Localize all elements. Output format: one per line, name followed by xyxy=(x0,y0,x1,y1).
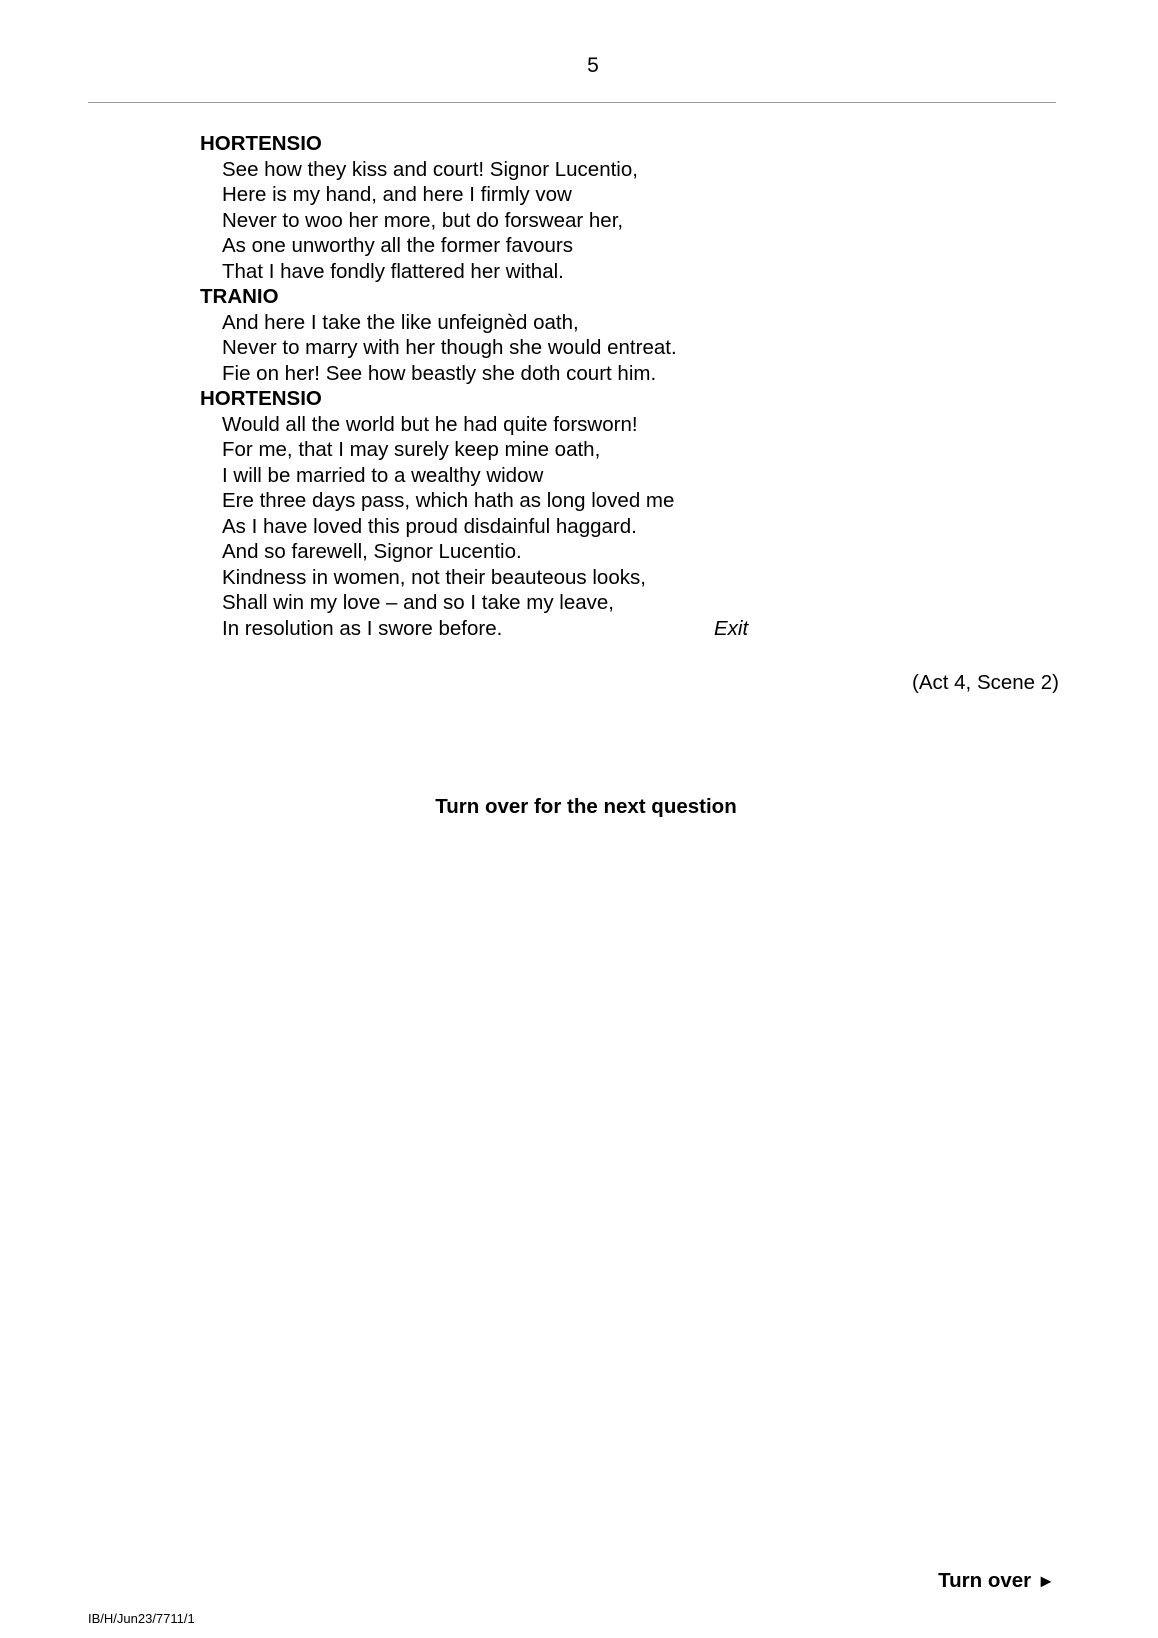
turn-over-next-question: Turn over for the next question xyxy=(435,795,737,818)
verse-line-text: As one unworthy all the former favours xyxy=(222,234,573,257)
verse-line-text: Never to marry with her though she would entreat. xyxy=(222,336,677,359)
verse-line xyxy=(200,208,800,234)
verse-line xyxy=(200,590,800,616)
play-extract xyxy=(200,131,800,641)
speaker-name: HORTENSIO xyxy=(200,132,322,155)
verse-line-text: Kindness in women, not their beauteous looks, xyxy=(222,565,646,589)
verse-line xyxy=(200,539,800,565)
verse-line-text: Here is my hand, and here I firmly vow xyxy=(222,183,572,206)
verse-line xyxy=(200,157,800,183)
verse-line xyxy=(200,361,800,387)
verse-line xyxy=(200,310,800,336)
speech xyxy=(200,131,800,284)
verse-line-text: Ere three days pass, which hath as long loved me xyxy=(222,489,675,512)
speaker-name: TRANIO xyxy=(200,285,279,308)
paper-code: IB/H/Jun23/7711/1 xyxy=(88,1611,195,1626)
verse-line xyxy=(200,463,800,489)
stage-direction: Exit xyxy=(714,616,749,640)
verse-line-text: Fie on her! See how beastly she doth court him. xyxy=(222,361,657,385)
verse-line-text: That I have fondly flattered her withal. xyxy=(222,259,564,283)
verse-line-text: In resolution as I swore before. xyxy=(222,616,503,640)
turn-over-footer xyxy=(938,1568,1055,1594)
verse-line xyxy=(200,565,800,591)
page-number: 5 xyxy=(587,54,599,77)
verse-line xyxy=(200,233,800,259)
speaker-name: HORTENSIO xyxy=(200,387,322,410)
verse-line xyxy=(200,616,800,642)
verse-line xyxy=(200,182,800,208)
scene-reference: (Act 4, Scene 2) xyxy=(912,671,1059,694)
header-divider xyxy=(88,102,1056,103)
speech xyxy=(200,386,800,641)
right-arrow-icon: ► xyxy=(1037,1571,1055,1591)
verse-line xyxy=(200,514,800,540)
verse-line xyxy=(200,259,800,285)
verse-line xyxy=(200,488,800,514)
verse-line-text: I will be married to a wealthy widow xyxy=(222,463,544,487)
verse-line xyxy=(200,335,800,361)
verse-line xyxy=(200,412,800,438)
verse-line-text: Shall win my love – and so I take my leave, xyxy=(222,591,614,614)
verse-line xyxy=(200,437,800,463)
verse-line-text: See how they kiss and court! Signor Lucentio, xyxy=(222,157,638,181)
verse-line-text: For me, that I may surely keep mine oath, xyxy=(222,438,601,461)
verse-line-text: And here I take the like unfeignèd oath, xyxy=(222,310,579,334)
turn-over-label: Turn over xyxy=(938,1569,1032,1592)
verse-line-text: Never to woo her more, but do forswear her, xyxy=(222,208,624,232)
speech xyxy=(200,284,800,386)
verse-line-text: And so farewell, Signor Lucentio. xyxy=(222,540,522,563)
verse-line-text: Would all the world but he had quite forsworn! xyxy=(222,412,638,436)
verse-line-text: As I have loved this proud disdainful haggard. xyxy=(222,514,637,538)
